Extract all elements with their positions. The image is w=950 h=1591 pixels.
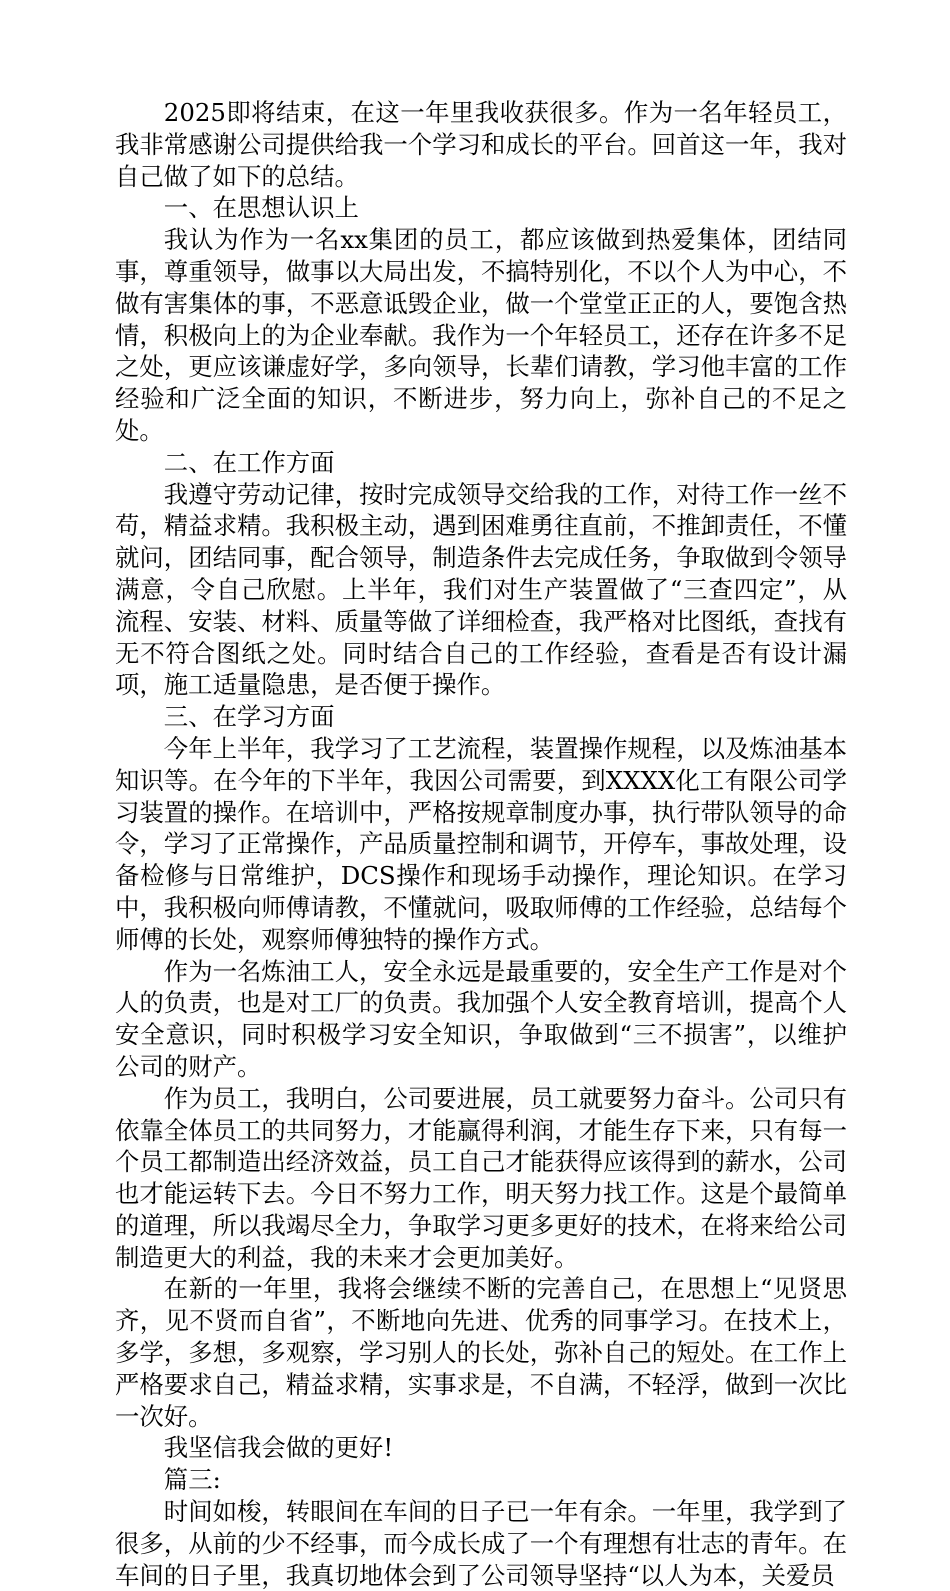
- thought-paragraph: 我认为作为一名xx集团的员工，都应该做到热爱集体，团结同事，尊重领导，做事以大局出发，不搞特别化，不以个人为中心，不做有害集体的事，不恶意诋毁企业，做一个堂堂正正的人，要饱含热情，积极向上的为企业奉献。我作为一个年轻员工，还存在许多不足之处，更应该谦虚好学，多向领导，长辈们请教，学习他丰富的工作经验和广泛全面的知识，不断进步，努力向上，弥补自己的不足之处。: [115, 225, 847, 445]
- document-page: [115, 97, 847, 1591]
- study-paragraph: 今年上半年，我学习了工艺流程，装置操作规程，以及炼油基本知识等。在今年的下半年，我因公司需要，到XXXX化工有限公司学习装置的操作。在培训中，严格按规章制度办事，执行带队领导的命令，学习了正常操作，产品质量控制和调节，开停车，事故处理，设备检修与日常维护，DCS操作和现场手动操作，理论知识。在学习中，我积极向师傅请教，不懂就问，吸取师傅的工作经验，总结每个师傅的长处，观察师傅独特的操作方式。: [115, 733, 847, 954]
- safety-paragraph: 作为一名炼油工人，安全永远是最重要的，安全生产工作是对个人的负责，也是对工厂的负责。我加强个人安全教育培训，提高个人安全意识，同时积极学习安全知识，争取做到“三不损害”，以维护公司的财产。: [115, 956, 847, 1081]
- part-three-heading: 篇三:: [163, 1465, 221, 1495]
- work-paragraph: 我遵守劳动记律，按时完成领导交给我的工作，对待工作一丝不苟，精益求精。我积极主动，遇到困难勇往直前，不推卸责任，不懂就问，团结同事，配合领导，制造条件去完成任务，争取做到令领导满意，令自己欣慰。上半年，我们对生产装置做了“三查四定”，从流程、安装、材料、质量等做了详细检查，我严格对比图纸，查找有无不符合图纸之处。同时结合自己的工作经验，查看是否有设计漏项，施工适量隐患，是否便于操作。: [115, 479, 847, 700]
- new-year-paragraph: 在新的一年里，我将会继续不断的完善自己，在思想上“见贤思齐，见不贤而自省”，不断地向先进、优秀的同事学习。在技术上，多学，多想，多观察，学习别人的长处，弥补自己的短处。在工作上严格要求自己，精益求精，实事求是，不自满，不轻浮，做到一次比一次好。: [115, 1274, 847, 1431]
- employee-paragraph: 作为员工，我明白，公司要进展，员工就要努力奋斗。公司只有依靠全体员工的共同努力，才能赢得利润，才能生存下来，只有每一个员工都制造出经济效益，员工自己才能获得应该得到的薪水，公司也才能运转下去。今日不努力工作，明天努力找工作。这是个最简单的道理，所以我竭尽全力，争取学习更多更好的技术，在将来给公司制造更大的利益，我的未来才会更加美好。: [115, 1083, 847, 1272]
- section-heading-study: 三、在学习方面: [163, 702, 335, 732]
- part-three-paragraph: 时间如梭，转眼间在车间的日子已一年有余。一年里，我学到了很多，从前的少不经事，而今成长成了一个有理想有壮志的青年。在车间的日子里，我真切地体会到了公司领导坚持“以人为本，关爱员: [115, 1497, 847, 1590]
- section-heading-work: 二、在工作方面: [163, 447, 335, 477]
- section-heading-thought: 一、在思想认识上: [163, 193, 359, 223]
- confidence-paragraph: 我坚信我会做的更好!: [163, 1433, 394, 1463]
- intro-paragraph: 2025即将结束，在这一年里我收获很多。作为一名年轻员工，我非常感谢公司提供给我一个学习和成长的平台。回首这一年，我对自己做了如下的总结。: [115, 98, 847, 191]
